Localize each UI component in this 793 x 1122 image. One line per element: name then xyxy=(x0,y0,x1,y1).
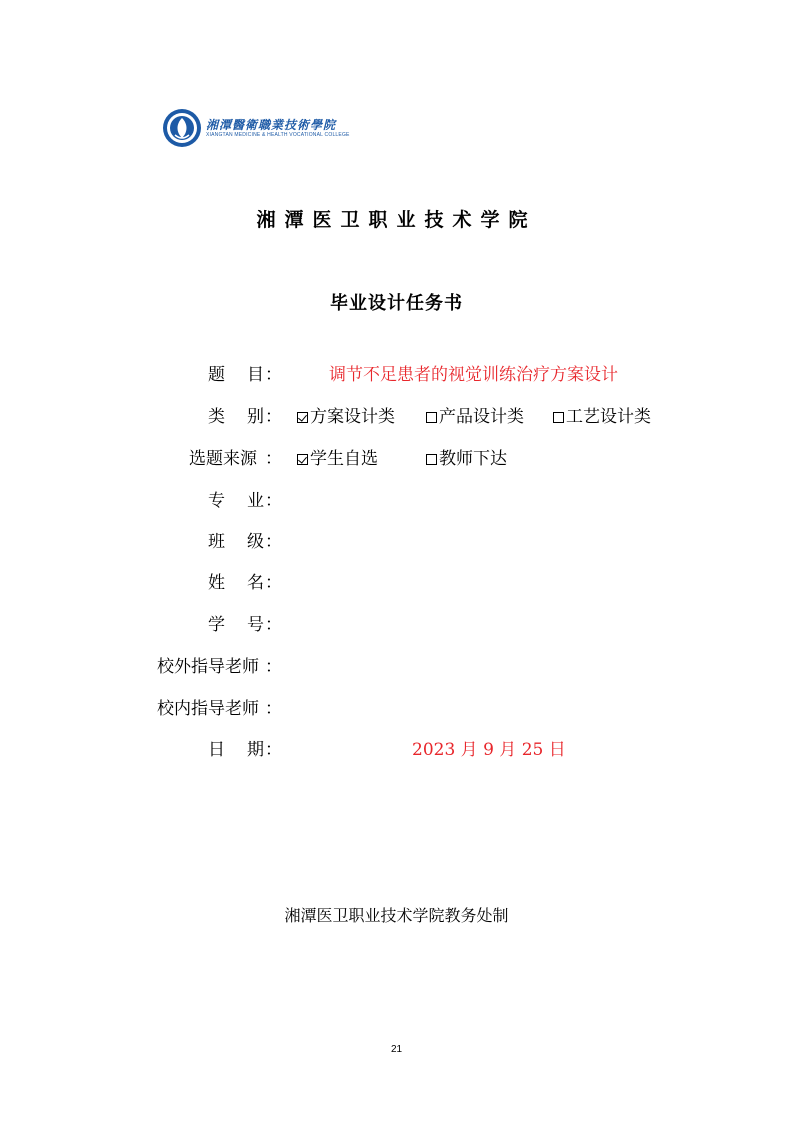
major-colon: ： xyxy=(265,491,282,511)
checkbox-checked-icon[interactable] xyxy=(297,412,308,423)
topic-colon: ： xyxy=(265,365,282,385)
category-label: 类别 xyxy=(208,407,264,427)
category-colon: ： xyxy=(265,407,282,427)
checkbox-unchecked-icon[interactable] xyxy=(553,412,564,423)
date-label: 日期 xyxy=(208,740,264,760)
student-id-label: 学号 xyxy=(208,615,264,635)
major-label: 专业 xyxy=(208,491,264,511)
college-title: 湘潭医卫职业技术学院 xyxy=(256,209,537,231)
logo-chinese-name: 湘潭醫衛職業技術學院 xyxy=(206,117,337,132)
category-option-product[interactable] xyxy=(426,405,524,429)
date-value: 2023 月 9 月 25 日 xyxy=(412,740,566,760)
category-option-scheme[interactable] xyxy=(297,405,395,429)
college-emblem-icon xyxy=(162,108,202,148)
category-option-label: 工艺设计类 xyxy=(566,407,651,427)
internal-advisor-colon: ： xyxy=(265,699,282,719)
name-label: 姓名 xyxy=(208,573,264,593)
class-label: 班级 xyxy=(208,532,264,552)
external-advisor-label: 校外指导老师 xyxy=(157,657,259,677)
internal-advisor-label: 校内指导老师 xyxy=(157,699,259,719)
name-colon: ： xyxy=(265,573,282,593)
class-colon: ： xyxy=(265,532,282,552)
topic-label: 题目 xyxy=(208,365,264,385)
source-colon: ： xyxy=(265,449,282,469)
page-number: 21 xyxy=(390,1044,403,1055)
external-advisor-colon: ： xyxy=(265,657,282,677)
date-colon: ： xyxy=(265,740,282,760)
source-option-label: 学生自选 xyxy=(310,449,378,469)
source-label: 选题来源 xyxy=(189,449,257,469)
topic-value: 调节不足患者的视觉训练治疗方案设计 xyxy=(329,365,618,385)
checkbox-checked-icon[interactable] xyxy=(297,454,308,465)
source-option-teacher[interactable] xyxy=(426,447,507,471)
issuing-office: 湘潭医卫职业技术学院教务处制 xyxy=(284,906,509,925)
category-option-label: 产品设计类 xyxy=(439,407,524,427)
document-title: 毕业设计任务书 xyxy=(330,293,463,314)
source-option-label: 教师下达 xyxy=(439,449,507,469)
checkbox-unchecked-icon[interactable] xyxy=(426,412,437,423)
logo-english-name: XIANGTAN MEDICINE & HEALTH VOCATIONAL COLLEGE xyxy=(206,131,350,138)
college-logo xyxy=(162,108,350,148)
category-option-label: 方案设计类 xyxy=(310,407,395,427)
category-option-process[interactable] xyxy=(553,405,651,429)
source-option-student[interactable] xyxy=(297,447,378,471)
student-id-colon: ： xyxy=(265,615,282,635)
checkbox-unchecked-icon[interactable] xyxy=(426,454,437,465)
